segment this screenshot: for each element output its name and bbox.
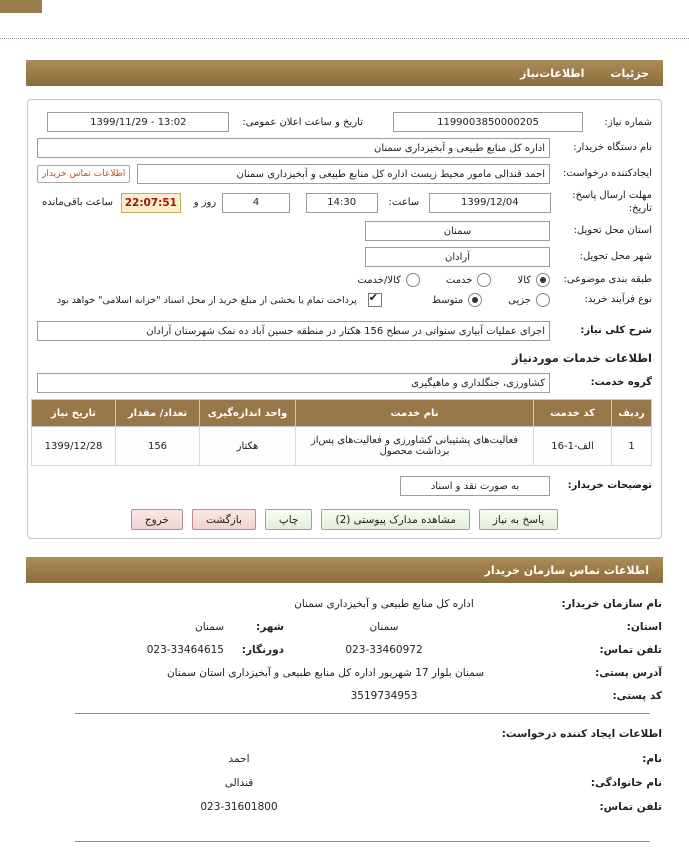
cell-row-number: 1 [612,427,652,466]
announce-datetime-label: تاریخ و ساعت اعلان عمومی: [242,116,363,128]
remaining-days-field[interactable]: 4 [222,193,290,213]
need-description-label: شرح کلی نیاز: [580,324,652,336]
tab-need-info[interactable]: اطلاعات‌نیاز [520,66,585,80]
col-header-service-code: کد خدمت [534,400,612,427]
row-purchase-process [37,293,652,307]
table-row [32,427,652,466]
minor-radio[interactable] [536,293,550,307]
row-org-name [27,598,662,610]
medium-radio-label: متوسط [431,294,464,306]
respond-to-need-button[interactable]: پاسخ به نیاز [479,509,558,530]
row-postal-code [27,690,662,702]
contact-province-value: سمنان [369,621,399,633]
buyer-org-label: نام دستگاه خریدار: [573,141,652,153]
print-button[interactable]: چاپ [265,509,313,530]
col-header-need-date: تاریخ نیاز [32,400,116,427]
goods-service-radio-label: کالا/خدمت [357,274,401,286]
action-buttons [37,509,652,530]
option-goods[interactable] [517,273,550,287]
org-name-value: اداره کل منابع طبیعی و آبخیزداری سمنان [294,598,474,610]
page-content [0,60,689,856]
countdown-timer: 22:07:51 [121,193,181,213]
service-group-label: گروه خدمت: [590,376,652,388]
postal-code-value: 3519734953 [350,690,418,702]
option-medium[interactable] [432,293,482,307]
row-last-name [27,777,662,789]
buyer-notes-label: توضیحات خریدار: [567,479,652,491]
cell-unit: هکتار [200,427,296,466]
bottom-divider [75,841,650,842]
option-goods-service[interactable] [357,273,420,287]
delivery-province-label: استان محل تحویل: [573,224,652,236]
medium-radio[interactable] [468,293,482,307]
contact-province-label: استان: [626,621,662,633]
deadline-date-field[interactable]: 1399/12/04 [429,193,550,213]
contact-section-header [26,557,663,583]
goods-service-radio[interactable] [406,273,420,287]
postal-address-label: آدرس پستی: [595,667,662,679]
row-subject-category [37,273,652,287]
cell-service-name: فعالیت‌های پشتیبانی کشاورزی و فعالیت‌های پس‌از برداشت محصول [296,427,534,466]
remaining-hours-label: ساعت باقی‌مانده [42,197,114,208]
row-delivery-province [37,221,652,241]
buyer-notes-field[interactable]: به صورت نقد و اسناد [400,476,550,496]
need-details-panel [27,99,662,539]
col-header-row-number: ردیف [612,400,652,427]
deadline-hour-label: ساعت: [388,197,420,208]
cell-service-code: الف-1-16 [534,427,612,466]
col-header-unit: واحد اندازه‌گیری [200,400,296,427]
need-number-field[interactable]: 1199003850000205 [393,112,583,132]
cell-quantity: 156 [116,427,200,466]
request-creator-field[interactable]: احمد قندالی مامور محیط زیست اداره کل منابع طبیعی و آبخیزداری سمنان [137,164,550,184]
treasury-payment-checkbox[interactable] [368,293,382,307]
contact-phone-value: 023-33460972 [345,644,423,656]
minor-radio-label: جزیی [508,294,531,306]
service-radio-label: خدمت [445,274,473,286]
required-services-title: اطلاعات خدمات موردنیاز [512,351,652,365]
days-and-label: روز و [193,197,217,208]
tab-details[interactable]: جزئیات [610,66,649,80]
cell-need-date: 1399/12/28 [32,427,116,466]
row-postal-address [27,667,662,679]
last-name-value: قندالی [224,777,254,789]
contact-divider [75,713,650,714]
row-buyer-org [37,138,652,158]
contact-section-title: اطلاعات تماس سازمان خریدار [484,563,649,577]
announce-datetime-field[interactable]: 1399/11/29 - 13:02 [47,112,229,132]
services-table [31,399,652,466]
goods-radio-label: کالا [517,274,531,286]
exit-button[interactable]: خروج [131,509,183,530]
postal-code-label: کد پستی: [612,690,662,702]
row-need-number [37,112,652,132]
contact-city-value: سمنان [195,621,224,633]
delivery-province-field[interactable]: سمنان [365,221,550,241]
col-header-service-name: نام خدمت [296,400,534,427]
row-creator-phone [27,801,662,813]
need-description-field[interactable]: اجرای عملیات آبیاری سنواتی در سطح 156 هکتار در منطقه حسین آباد ده نمک شهرستان آرادان [37,321,550,341]
contact-info-section [27,598,662,842]
tab-bar [26,60,663,86]
postal-address-value: سمنان بلوار 17 شهریور اداره کل منابع طبیعی و آبخیزداری استان سمنان [166,667,484,679]
service-group-field[interactable]: کشاورزی، جنگلداری و ماهیگیری [37,373,550,393]
request-creator-section-title: اطلاعات ایجاد کننده درخواست: [501,728,662,740]
org-name-label: نام سازمان خریدار: [561,598,662,610]
response-deadline-label: مهلت ارسال پاسخ: تاریخ: [572,190,652,214]
subject-category-label: طبقه بندی موضوعی: [563,273,652,285]
buyer-org-field[interactable]: اداره کل منابع طبیعی و آبخیزداری سمنان [37,138,550,158]
buyer-contact-info-button[interactable]: اطلاعات تماس خریدار [37,165,130,183]
row-service-group [37,373,652,393]
row-buyer-notes [37,476,652,496]
contact-city-label: شهر: [256,621,284,633]
row-province-city [27,621,662,633]
row-response-deadline [37,190,652,215]
creator-phone-value: 023-31601800 [200,801,278,813]
col-header-quantity: تعداد/ مقدار [116,400,200,427]
top-left-banner-fragment [0,0,42,13]
row-need-description [37,321,652,341]
contact-fax-value: 023-33464615 [146,644,224,656]
contact-phone-label: تلفن تماس: [599,644,662,656]
last-name-label: نام خانوادگی: [590,777,662,789]
services-table-header-row [32,400,652,427]
row-request-creator [37,164,652,184]
service-radio[interactable] [477,273,491,287]
goods-radio[interactable] [536,273,550,287]
treasury-payment-note: پرداخت تمام یا بخشی از مبلغ خرید از محل اسناد "خزانه اسلامی" خواهد بود [56,294,357,306]
first-name-value: احمد [228,753,250,765]
view-attachments-button[interactable]: مشاهده مدارک پیوستی (2) [321,509,469,530]
contact-fax-label: دورنگار: [241,644,284,656]
row-phone-fax [27,644,662,656]
option-service[interactable] [446,273,492,287]
delivery-city-label: شهر محل تحویل: [579,250,652,262]
delivery-city-field[interactable]: آرادان [365,247,550,267]
row-first-name [27,753,662,765]
dotted-separator [0,38,689,39]
need-number-label: شماره نیاز: [604,116,652,128]
deadline-time-field[interactable]: 14:30 [306,193,378,213]
option-minor[interactable] [508,293,550,307]
first-name-label: نام: [642,753,662,765]
purchase-process-label: نوع فرآیند خرید: [584,293,652,305]
creator-phone-label: تلفن تماس: [599,801,662,813]
back-button[interactable]: بازگشت [192,509,256,530]
request-creator-label: ایجادکننده درخواست: [563,167,652,179]
row-delivery-city [37,247,652,267]
